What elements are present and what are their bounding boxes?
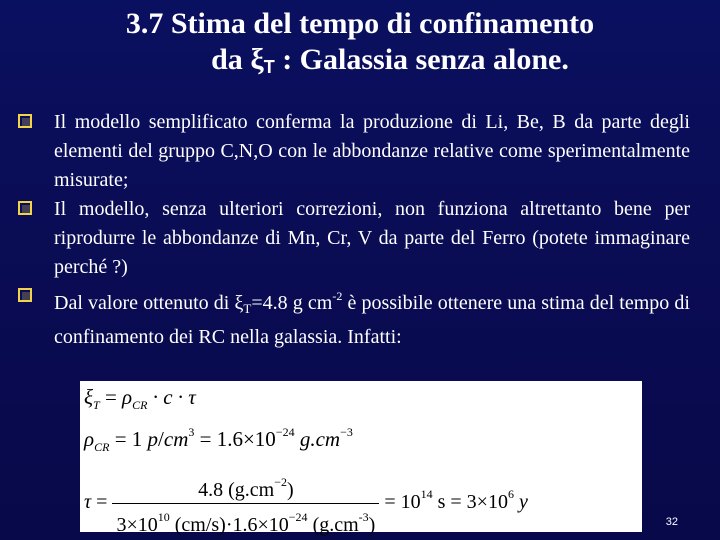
exponent: −24 [288,510,308,524]
exponent: -2 [332,289,343,303]
formula-text: s = 3×10 [432,491,508,514]
formula-text: = 1 [109,427,148,451]
xi-subscript: T [263,57,275,77]
exponent: 3 [188,425,195,439]
exponent: 10 [157,510,170,524]
bullet-text [54,282,690,352]
fraction-numerator [112,469,379,504]
formula-eq-1 [84,385,196,413]
bullet-item [14,195,690,282]
bullet-item [14,282,690,352]
subscript: CR [132,398,148,412]
bullet-square-icon [18,288,32,302]
formula-text: (g.cm [307,514,359,536]
title-da: da [211,43,251,76]
bullet-text: Il modello semplificato conferma la produzione di Li, Be, B da parte degli elementi del gruppo C,N,O con le abbondanze relative come sperimentalmente misurate; [54,111,690,191]
xi-symbol: ξ [234,292,244,314]
formula-text: y [513,491,528,514]
formula-text: ) [286,479,294,501]
slide-title [0,6,720,85]
rho-symbol: ρ [84,427,95,451]
bullet-text: Il modello, senza ulteriori correzioni, non funziona altrettanto bene per riprodurre le abbondanze di Mn, Cr, V da parte del Ferro (potete immaginare perché ?) [54,198,690,278]
page-number: 32 [665,516,678,528]
xi-symbol: ξ [250,43,264,76]
equals: = [99,385,123,409]
bullet-text-part: =4.8 g cm [251,292,333,314]
bullet-text-part: è possibile ottenere una stima del tempo di confinamento dei RC nella galassia. Infatti: [54,292,690,348]
title-line-1: 3.7 Stima del tempo di confinamento [125,7,595,40]
bullet-list [14,108,690,352]
formula-text: p [147,427,159,451]
formula-text: = 1.6×10 [194,427,276,451]
xi-symbol: ξ [84,385,93,409]
bullet-text-part: Dal valore ottenuto di [54,292,235,314]
formula-text: (cm/s)·1.6×10 [169,514,289,536]
bullet-square-icon [18,114,32,128]
formula-text: / [158,427,164,451]
subscript: CR [94,440,110,454]
bullet-square-icon [18,201,32,215]
exponent: −3 [340,425,353,439]
bullet-item [14,108,690,195]
formula-text: g.cm [294,427,341,451]
exponent: 14 [420,487,433,502]
exponent: −24 [275,425,295,439]
formula-text: 3×10 [116,514,158,536]
subscript: T [93,398,100,412]
title-line-2 [0,42,720,85]
formula-text: cm [163,427,189,451]
formula-eq-3 [84,469,528,538]
formula-text: ) [368,514,376,536]
formula-eq-2 [84,425,353,455]
exponent: −2 [274,475,287,489]
fraction-denominator [112,504,379,538]
exponent: 6 [507,487,514,502]
formula-text: · c · τ [147,385,196,409]
fraction [112,469,379,538]
exponent: -3 [358,510,369,524]
tau-symbol: τ [84,491,92,514]
rho-symbol: ρ [122,385,133,409]
formula-box [80,381,642,536]
equals: = [91,491,113,514]
formula-text: 4.8 (g.cm [198,479,275,501]
formula-text: = 10 [379,491,421,514]
title-suffix: : Galassia senza alone. [274,43,569,76]
xi-subscript: T [243,301,252,316]
